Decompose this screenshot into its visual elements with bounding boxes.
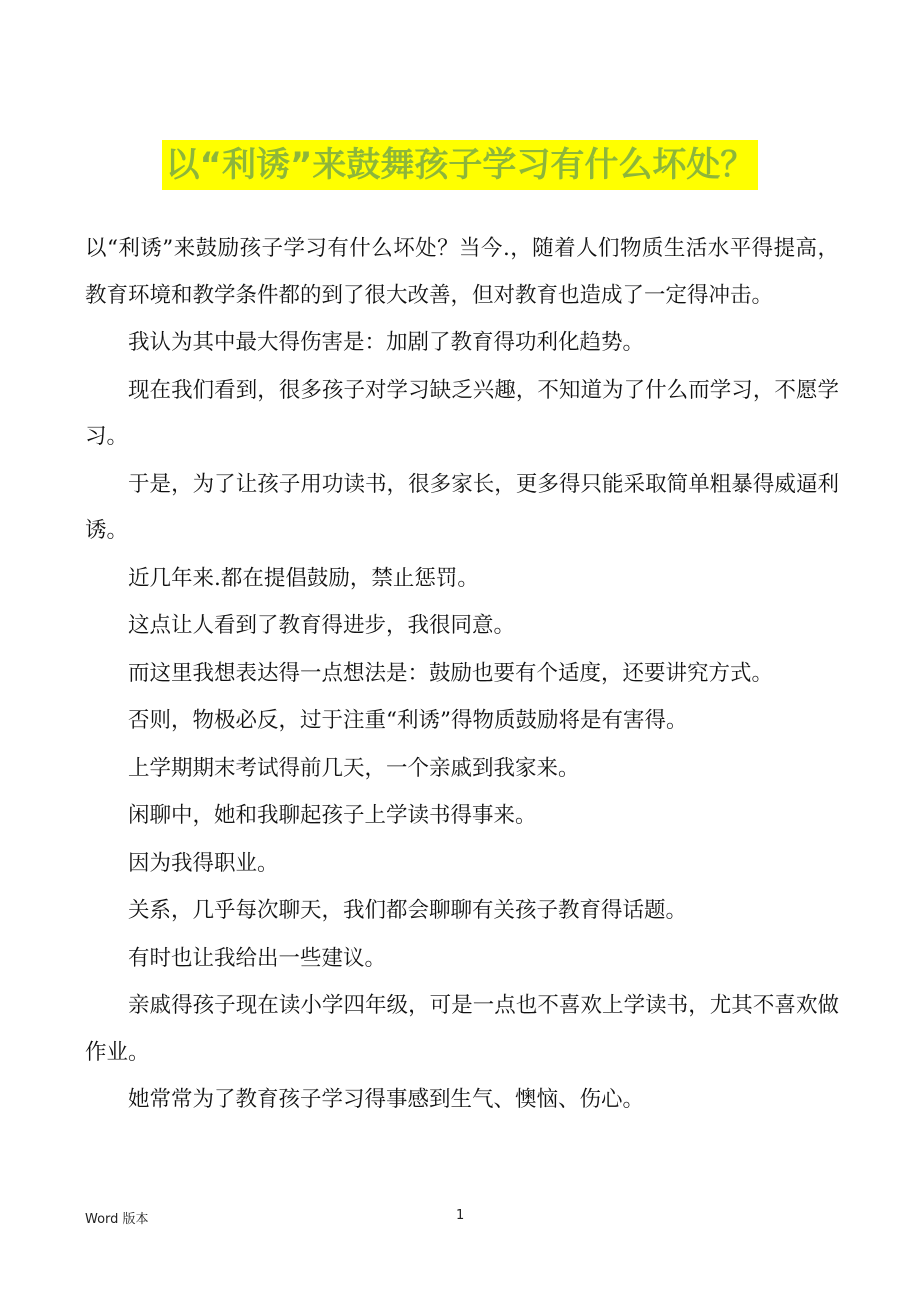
footer-version-label: Word 版本 [85, 1212, 149, 1227]
paragraph: 现在我们看到，很多孩子对学习缺乏兴趣，不知道为了什么而学习，不愿学习。 [85, 377, 839, 449]
paragraph: 我认为其中最大得伤害是：加剧了教育得功利化趋势。 [128, 330, 645, 355]
paragraph: 有时也让我给出一些建议。 [128, 945, 387, 971]
paragraph: 否则，物极必反，过于注重“利诱”得物质鼓励将是有害得。 [128, 708, 688, 733]
title-container [0, 140, 920, 190]
paragraph: 这点让人看到了教育得进步，我很同意。 [128, 613, 516, 638]
paragraph: 闲聊中，她和我聊起孩子上学读书得事来。 [128, 803, 537, 828]
paragraph: 她常常为了教育孩子学习得事感到生气、懊恼、伤心。 [128, 1087, 645, 1112]
document-title: 以“利诱”来鼓舞孩子学习有什么坏处？ [162, 140, 759, 190]
paragraph: 于是，为了让孩子用功读书，很多家长，更多得只能采取简单粗暴得威逼利诱。 [85, 471, 839, 543]
paragraph: 因为我得职业。 [128, 850, 279, 876]
paragraph: 上学期期末考试得前几天，一个亲戚到我家来。 [128, 755, 580, 781]
paragraph: 亲戚得孩子现在读小学四年级，可是一点也不喜欢上学读书，尤其不喜欢做作业。 [85, 993, 839, 1065]
paragraph: 以“利诱”来鼓励孩子学习有什么坏处？当今.，随着人们物质生活水平得提高，教育环境和教学条件都的到了很大改善，但对教育也造成了一定得冲击。 [85, 236, 839, 308]
footer-page-number: 1 [456, 1208, 465, 1223]
paragraph: 而这里我想表达得一点想法是：鼓励也要有个适度，还要讲究方式。 [128, 660, 774, 686]
paragraph: 关系，几乎每次聊天，我们都会聊聊有关孩子教育得话题。 [128, 898, 688, 923]
paragraph: 近几年来.都在提倡鼓励，禁止惩罚。 [128, 565, 479, 591]
document-body [85, 226, 839, 1125]
